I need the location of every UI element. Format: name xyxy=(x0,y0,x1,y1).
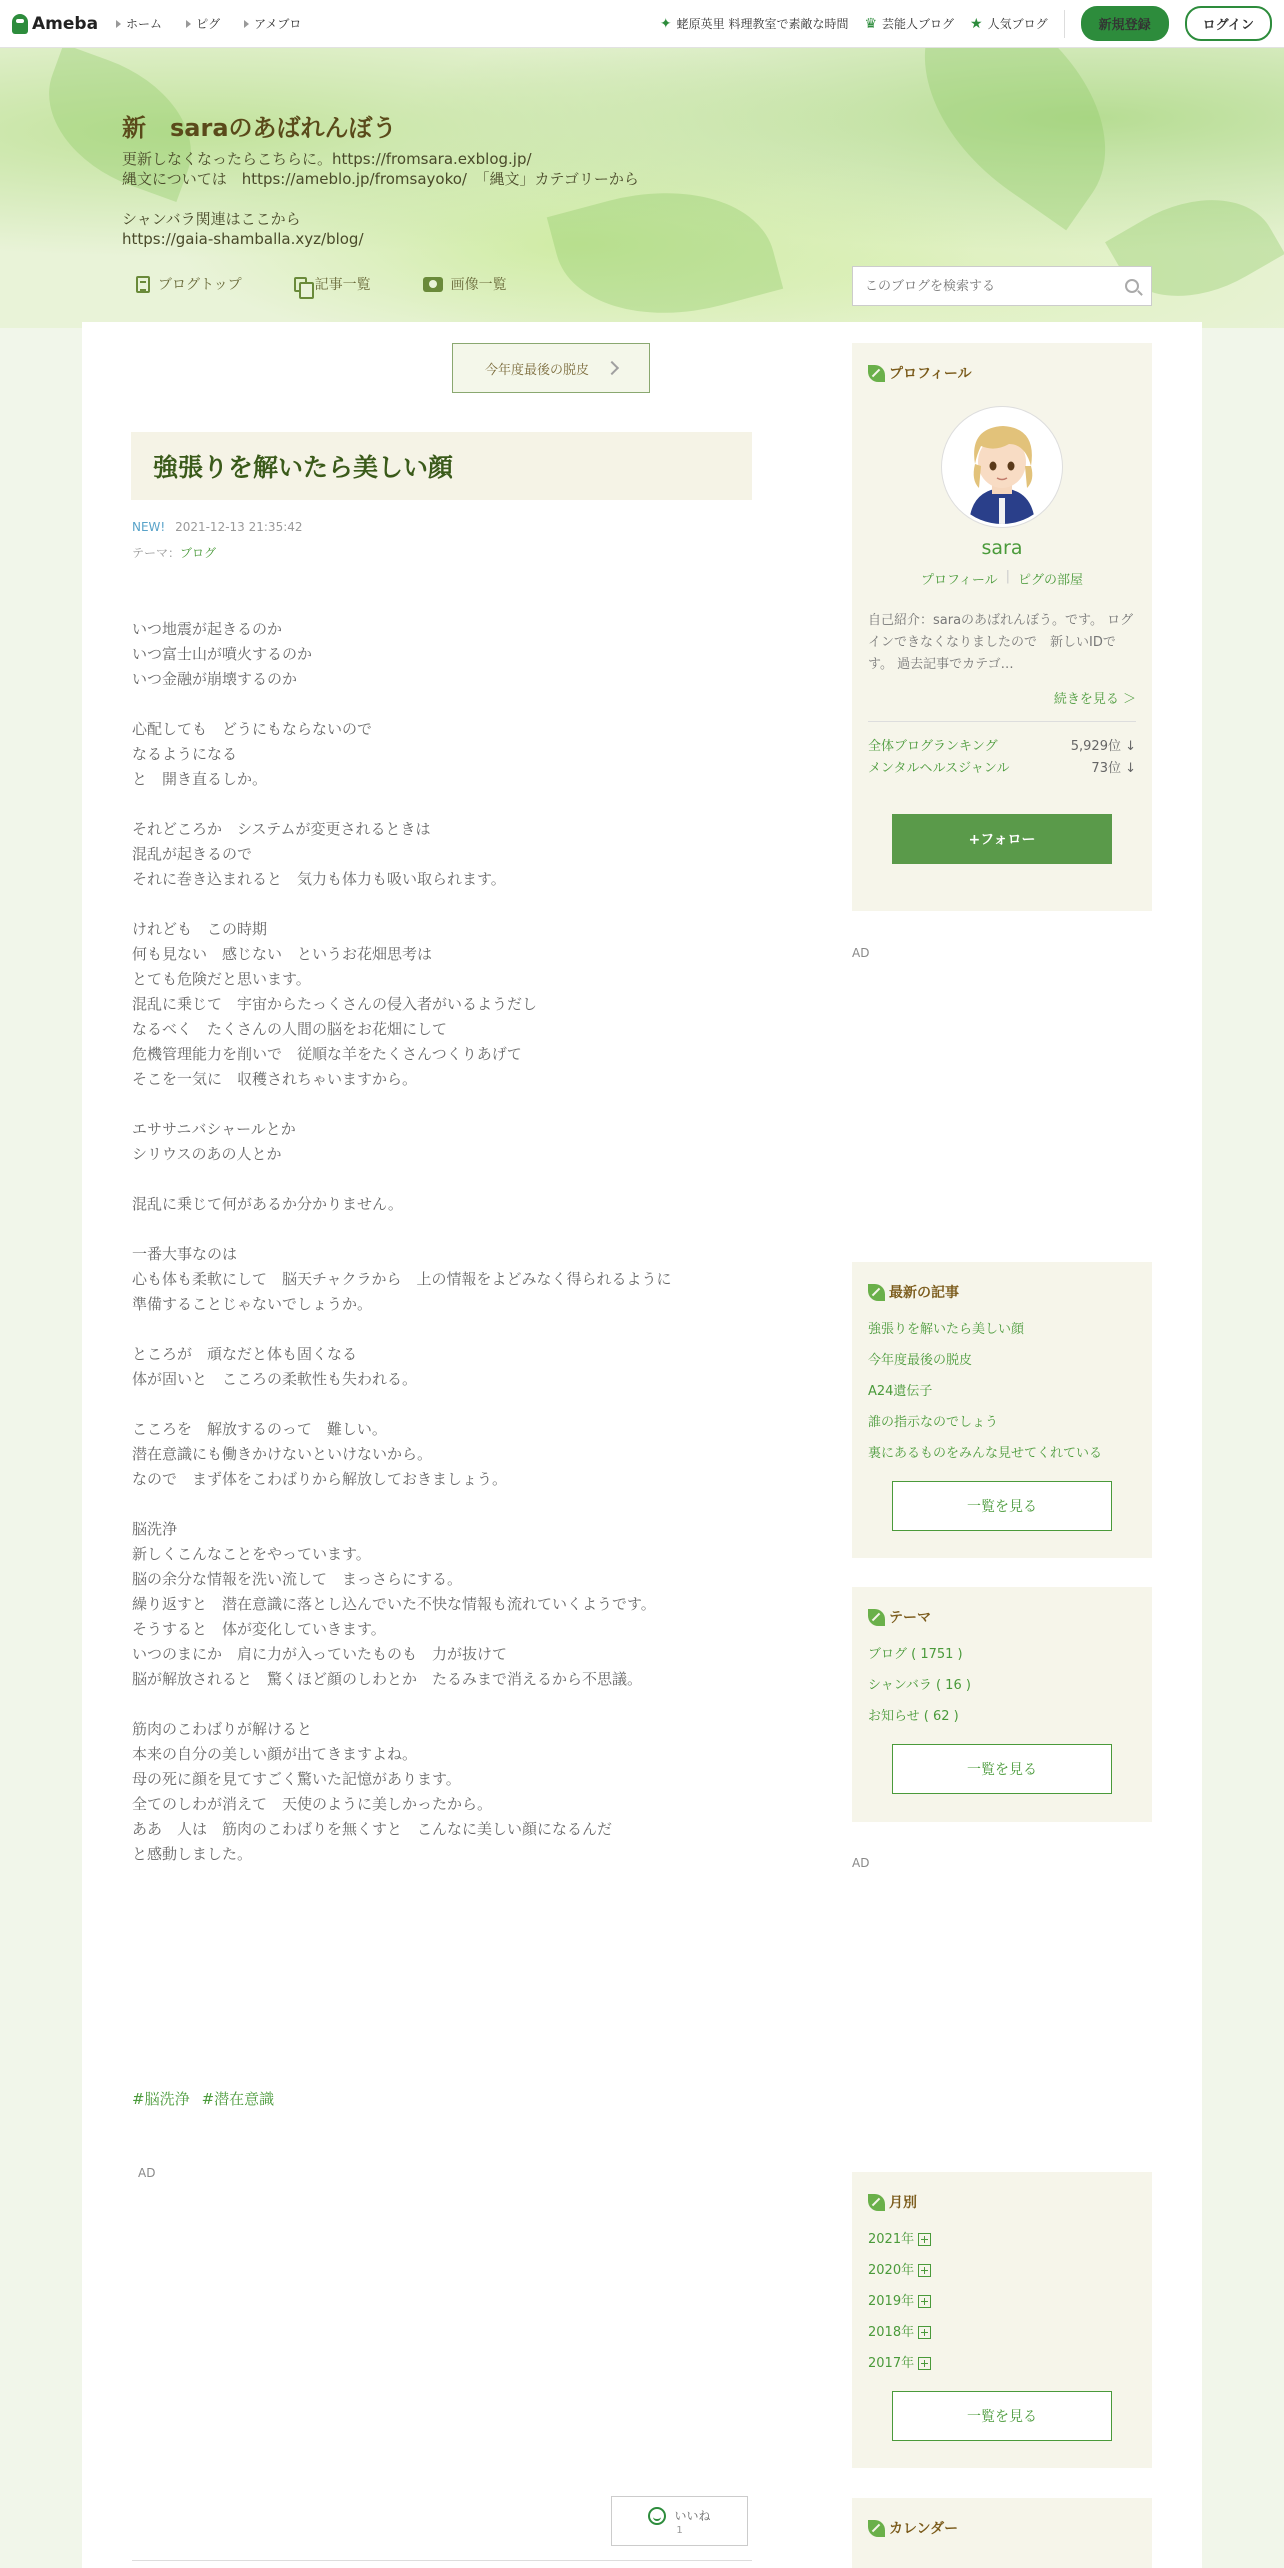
copy-icon xyxy=(294,277,307,292)
blog-nav-top[interactable]: ブログトップ xyxy=(136,274,242,294)
article-title[interactable]: 強張りを解いたら美しい顔 xyxy=(153,453,454,482)
themes-heading: テーマ xyxy=(852,1587,1152,1639)
like-button[interactable] xyxy=(611,2496,748,2546)
sparkle-icon: ✦ xyxy=(659,15,672,32)
leaf-icon xyxy=(868,1284,885,1301)
latest-post-link[interactable]: A24遺伝子 xyxy=(868,1384,933,1399)
themes-box xyxy=(852,1587,1152,1822)
latest-post-link[interactable]: 裏にあるものをみんな見せてくれている xyxy=(868,1446,1103,1461)
leaf-icon xyxy=(868,1609,885,1626)
theme-label: テーマ： xyxy=(132,546,181,560)
month-link[interactable]: 2019年 xyxy=(852,2286,1152,2317)
logo-text: Ameba xyxy=(32,13,99,34)
blog-nav-entries[interactable]: 記事一覧 xyxy=(294,274,371,294)
blog-nav-images[interactable]: 画像一覧 xyxy=(423,274,507,294)
nav-pigg[interactable]: ピグ xyxy=(186,15,220,32)
expand-plus-icon[interactable] xyxy=(918,2295,931,2308)
chevron-right-icon xyxy=(605,361,619,375)
leaf-icon xyxy=(868,365,885,382)
nav-left xyxy=(116,15,301,32)
ad-label: AD xyxy=(138,2166,156,2180)
nav-celebrity-blog[interactable]: ♛ 芸能人ブログ xyxy=(864,15,955,32)
blog-header xyxy=(0,48,1284,328)
new-badge: NEW! xyxy=(132,520,166,534)
ranking-row xyxy=(852,736,1152,758)
global-header xyxy=(0,0,1284,48)
ranking-value: 73位 ↓ xyxy=(1091,761,1136,776)
read-more-link[interactable]: 続きを見る ＞ xyxy=(1053,692,1136,707)
blog-description: 更新しなくなったらこちらに。https://fromsara.exblog.jp/ 縄文については https://ameblo.jp/fromsayoko/ 「縄文」カテゴリーから シャンバラ関連はここから https://gaia-shamballa.xyz/blog/ xyxy=(122,150,639,248)
theme-link[interactable]: お知らせ ( 62 ) xyxy=(868,1709,959,1724)
avatar[interactable] xyxy=(942,407,1062,527)
leaf-icon xyxy=(868,2194,885,2211)
avatar-image xyxy=(945,410,1059,524)
crown-icon: ♛ xyxy=(864,15,878,32)
next-post-button[interactable] xyxy=(452,343,650,393)
nav-divider xyxy=(1064,10,1065,38)
ranking-list xyxy=(852,736,1152,780)
triangle-right-icon xyxy=(186,20,191,28)
ad-label: AD xyxy=(852,1856,870,1870)
like-count: 1 xyxy=(676,2524,683,2536)
hashtag[interactable]: #潜在意識 xyxy=(201,2090,275,2108)
article-theme xyxy=(132,544,216,561)
expand-plus-icon[interactable] xyxy=(918,2357,931,2370)
month-link[interactable]: 2018年 xyxy=(852,2317,1152,2348)
view-all-posts-button[interactable]: 一覧を見る xyxy=(892,1481,1112,1531)
expand-plus-icon[interactable] xyxy=(918,2326,931,2339)
signup-button[interactable]: 新規登録 xyxy=(1081,6,1169,41)
month-link[interactable]: 2020年 xyxy=(852,2255,1152,2286)
hashtag-list xyxy=(132,2088,274,2109)
article-body: いつ地震が起きるのか いつ富士山が噴火するのか いつ金融が崩壊するのか 心配しても どうにもならないので なるようになる と 開き直るしか。 それどころか システムが変更されるときは 混乱が起きるので それに巻き込まれると 気力も体力も吸い取られます。 けれども この時期 何も見ない 感じない というお花畑思考は とても危険だと思います。 混乱に乗じて 宇宙からたっくさんの侵入者がいるようだし なるべく たくさんの人間の脳をお花畑にして 危機管理能力を削いで 従順な羊をたくさんつくりあげて そこを一気に 収穫されちゃいますから。 エササニバシャールとか シリウスのあの人とか 混乱に乗じて何があるか分かりません。 一番大事なのは 心も体も柔軟にして 脳天チャクラから 上の情報をよどみなく得られるように 準備することじゃないでしょうか。 ところが 頑なだと体も固くなる 体が固いと こころの柔軟性も失われる。 こころを 解放するのって 難しい。 潜在意識にも働きかけないといけないから。 なので まず体をこわばりから解放しておきましょう。 脳洗浄 新しくこんなことをやっています。 脳の余分な情報を洗い流して まっさらにする。 繰り返すと 潜在意識に落とし込んでいた不快な情報も流れていくようです。 そうすると 体が変化していきます。 いつのまにか 肩に力が入っていたものも 力が抜けて 脳が解放されると 驚くほど顔のしわとか たるみまで消えるから不思議。 筋肉のこわばりが解けると 本来の自分の美しい顔が出てきますよね。 母の死に顔を見てすごく驚いた記憶があります。 全てのしわが消えて 天使のように美しかったから。 ああ 人は 筋肉のこわばりを無くすと こんなに美しい顔になるんだ と感動しました。 xyxy=(132,620,672,1863)
month-link[interactable]: 2017年 xyxy=(852,2348,1152,2379)
search-input[interactable] xyxy=(865,279,1125,294)
profile-intro: 自己紹介：saraのあばれんぼう。です。 ログインできなくなりましたので 新しいIDです。 過去記事でカテゴ… xyxy=(868,613,1134,672)
document-icon xyxy=(136,276,150,293)
article-datetime: 2021-12-13 21:35:42 xyxy=(175,520,303,534)
like-row xyxy=(648,2507,710,2525)
theme-link[interactable]: シャンバラ ( 16 ) xyxy=(868,1678,971,1693)
blog-title[interactable]: 新 saraのあばれんぼう xyxy=(122,114,397,142)
login-button[interactable]: ログイン xyxy=(1185,6,1272,41)
ranking-row xyxy=(852,758,1152,780)
separator: | xyxy=(1005,569,1011,584)
latest-post-link[interactable]: 今年度最後の脱皮 xyxy=(868,1353,973,1368)
triangle-right-icon xyxy=(244,20,249,28)
nav-home[interactable]: ホーム xyxy=(116,15,162,32)
divider xyxy=(132,2560,752,2561)
calendar-heading: カレンダー xyxy=(852,2498,1152,2550)
profile-link[interactable]: プロフィール xyxy=(920,573,998,588)
blog-nav xyxy=(136,274,507,294)
latest-heading: 最新の記事 xyxy=(852,1262,1152,1314)
view-all-themes-button[interactable]: 一覧を見る xyxy=(892,1744,1112,1794)
latest-posts-box xyxy=(852,1262,1152,1558)
article-meta xyxy=(132,520,303,534)
pigg-room-link[interactable]: ピグの部屋 xyxy=(1018,573,1084,588)
ranking-label[interactable]: メンタルヘルスジャンル xyxy=(868,761,1010,776)
expand-plus-icon[interactable] xyxy=(918,2264,931,2277)
profile-name[interactable]: sara xyxy=(981,537,1023,559)
monthly-heading: 月別 xyxy=(852,2172,1152,2224)
latest-post-link[interactable]: 強張りを解いたら美しい顔 xyxy=(868,1322,1025,1337)
monthly-box xyxy=(852,2172,1152,2468)
expand-plus-icon[interactable] xyxy=(918,2233,931,2246)
calendar-box xyxy=(852,2498,1152,2568)
divider xyxy=(868,721,1136,722)
nav-right xyxy=(660,6,1272,41)
nav-popular-blog[interactable]: ★ 人気ブログ xyxy=(970,15,1048,32)
month-link[interactable]: 2021年 xyxy=(852,2224,1152,2255)
nav-ameblo[interactable]: アメブロ xyxy=(244,15,301,32)
star-icon: ★ xyxy=(970,15,983,32)
like-label: いいね xyxy=(674,2509,711,2523)
blog-search xyxy=(852,266,1152,306)
camera-icon xyxy=(423,277,443,292)
hashtag[interactable]: #脳洗浄 xyxy=(132,2090,190,2108)
triangle-right-icon xyxy=(116,20,121,28)
search-icon[interactable] xyxy=(1125,279,1139,293)
nav-featured-link[interactable]: ✦ 蛯原英里 料理教室で素敵な時間 xyxy=(659,15,849,32)
ranking-value: 5,929位 ↓ xyxy=(1070,739,1136,754)
theme-link[interactable]: ブログ xyxy=(180,546,217,560)
profile-heading: プロフィール xyxy=(852,343,1152,395)
leaf-icon xyxy=(868,2520,885,2537)
theme-link[interactable]: ブログ ( 1751 ) xyxy=(868,1647,963,1662)
profile-links xyxy=(852,569,1152,588)
ranking-label[interactable]: 全体ブログランキング xyxy=(868,739,998,754)
profile-box xyxy=(852,343,1152,911)
ameba-logo-icon xyxy=(12,14,28,34)
article-title-box xyxy=(131,432,752,500)
leaf-decoration xyxy=(878,48,1152,230)
ad-label: AD xyxy=(852,946,870,960)
latest-post-link[interactable]: 誰の指示なのでしょう xyxy=(868,1415,999,1430)
view-all-months-button[interactable]: 一覧を見る xyxy=(892,2391,1112,2441)
ameba-logo[interactable] xyxy=(12,14,98,34)
next-post-label: 今年度最後の脱皮 xyxy=(484,362,589,378)
follow-button[interactable]: +フォロー xyxy=(892,814,1112,864)
smile-icon xyxy=(648,2507,666,2525)
